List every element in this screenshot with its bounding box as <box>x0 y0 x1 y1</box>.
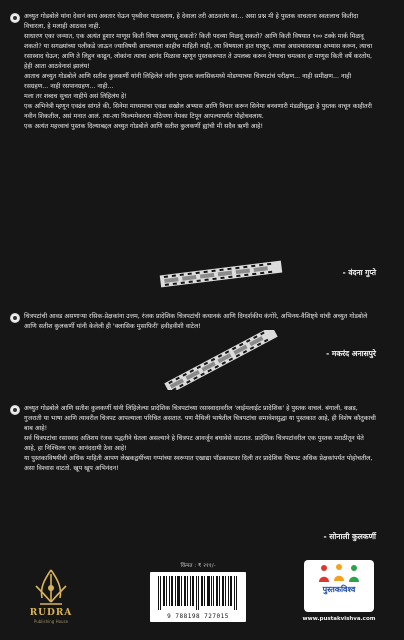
paragraph: या पुस्तकाविषयीची अधिक माहिती आपण लेखकद्वयींच्या गप्पांच्या स्वरूपात एखाद्या पॉडकास्टवर दिली तर प्रादेशिक चित्रपट अधिक प्रेक्षकांपर्यंत पोहोचतील, असा विश्वास वाटतो. खूप खूप अभिनंदन! <box>24 455 373 472</box>
signature-3: - सोनाली कुलकर्णी <box>323 532 376 541</box>
pustakvishva-name: पुस्तकविश्व <box>322 585 356 594</box>
paragraph: एक अत्यंत महत्त्वाचं पुस्तक दिल्याबद्दल अच्युत गोडबोले आणि सतीश कुलकर्णी ह्यांची मी सदैव ऋणी आहे! <box>24 123 264 130</box>
pustakvishva-tile <box>304 560 374 612</box>
rudra-subtitle: Publishing House <box>33 619 69 624</box>
barcode-number: 9 788198 727015 <box>167 613 229 620</box>
rudra-logo <box>22 566 80 630</box>
review-text-1 <box>24 12 376 132</box>
bullet-icon <box>10 405 20 415</box>
signature-2: - मकरंद अनासपुरे <box>326 349 376 358</box>
paragraph: अच्युत गोडबोले यांना देवानं काय अवतार घेऊन पृथ्वीवर पाठवलाय, हे देवाला तरी आठवतंय का... असा प्रश्न मी हे पुस्तक वाचताना स्वतःलाच कितीदा विचारला, हे मलाही आठवत नाही. <box>24 13 359 30</box>
review-text-3 <box>24 404 376 474</box>
review-text-2 <box>24 312 376 332</box>
rudra-wordmark: RUDRA <box>29 608 73 618</box>
paragraph: एक अभिनेत्री म्हणून एवढंच सांगते की, सिनेमा माध्यमाचा एवढा सखोल अभ्यास आणि विचार करून सिनेमा बनवणारी मंडळीसुद्धा हे पुस्तक वाचून काहीतरी नवीन शिकतील, असं मनात आलं. त्या-त्या फिल्ममेकरचा मोठेपणा नेमका टिपून आपल्यापर्यंत पोहोचवलाय. <box>24 103 372 120</box>
review-block-1 <box>24 12 376 132</box>
pustakvishva-logo <box>298 560 380 630</box>
bullet-icon <box>10 313 20 323</box>
paragraph: आताच अच्युत गोडबोले आणि सतीश कुलकर्णी यांनी लिहिलेलं नवीन पुस्तक क्लासिकमध्ये मोडण्याच्या चित्रपटांचं परीक्षण... नाही समीक्षण... नाही रसग्रहण... नाही रसपानग्रहण... नाही... <box>24 73 352 90</box>
price-label: किंमत : ₹ २११/- <box>180 563 216 569</box>
pustakvishva-url: www.pustakvishva.com <box>302 616 376 622</box>
rudra-emblem-icon <box>22 566 80 610</box>
review-block-2 <box>24 312 376 332</box>
review-block-3 <box>24 404 376 474</box>
paragraph: साधारण एका जन्मात, एक अत्यंत हुशार माणूस किती विषय अभ्यासू शकतो? किती पदव्या मिळवू शकतो? आणि किती विषयात १०० टक्के मार्क मिळवू शकतो? या सगळ्यांच्या पलीकडे जाऊन ज्याविषयी आपल्याला काहीच माहिती नाही, त्या विषयाला हात घालून, त्याचा अधाश्यासारखा अभ्यास करून, त्याचा रसास्वाद घेऊन; आणि ते लिहून काढून, लोकांना त्याचा आनंद मिळावा म्हणून पुस्तकरूपात ते उपलब्ध करून देण्याचा चमत्कार हा माणूस किती वर्षे करतोय, हेही आता आठवेनासं झालंय! <box>24 33 373 70</box>
people-reading-icon <box>304 562 374 584</box>
filmstrip-icon <box>156 330 286 390</box>
paragraph: मला तर शब्दच सुचत नाहीये असं लिहिलंय हे! <box>24 93 127 100</box>
barcode-icon <box>150 574 246 614</box>
signature-1: - वंदना गुप्ते <box>342 268 376 277</box>
bullet-icon <box>10 13 20 23</box>
paragraph: सर्व चित्रपटांचा रसास्वाद अतिशय रंजक पद्धतीने घेतला असल्याने हे चित्रपट आवर्जून बघावेसे वाटतात. प्रादेशिक चित्रपटांवरील एक पुस्तक मराठीतून येते आहे, हा निश्चितच एक आनंददायी ठेवा आहे! <box>24 435 364 452</box>
paragraph: चित्रपटांची आवड असणाऱ्या रसिक-प्रेक्षकांना उत्तम, रंजक प्रादेशिक चित्रपटांची कथानकं आणि दिग्दर्शकीय कंगोरे, अभिनय-वैशिष्ट्ये यांची अच्युत गोडबोले आणि सतीश कुलकर्णी यांनी केलेली ही 'क्लासिक मुसाफिरी' हवीहवीशी वाटेल! <box>24 313 368 330</box>
isbn-barcode <box>150 572 246 622</box>
paragraph: अच्युत गोडबोले आणि सतीश कुलकर्णी यांनी लिहिलेल्या प्रादेशिक चित्रपटांच्या रसास्वादावरील 'लाईमलाईट प्रादेशिक' हे पुस्तक वाचलं. बंगाली, कन्नड, गुजराती या भाषा आणि त्यावरील चित्रपट आपल्याला परिचित असतात. पण मैथिली भाषेतील चित्रपटांचा समावेशसुद्धा या पुस्तकात आहे, ही विशेष कौतुकाची बाब आहे! <box>24 405 376 432</box>
filmstrip-icon <box>156 260 286 288</box>
